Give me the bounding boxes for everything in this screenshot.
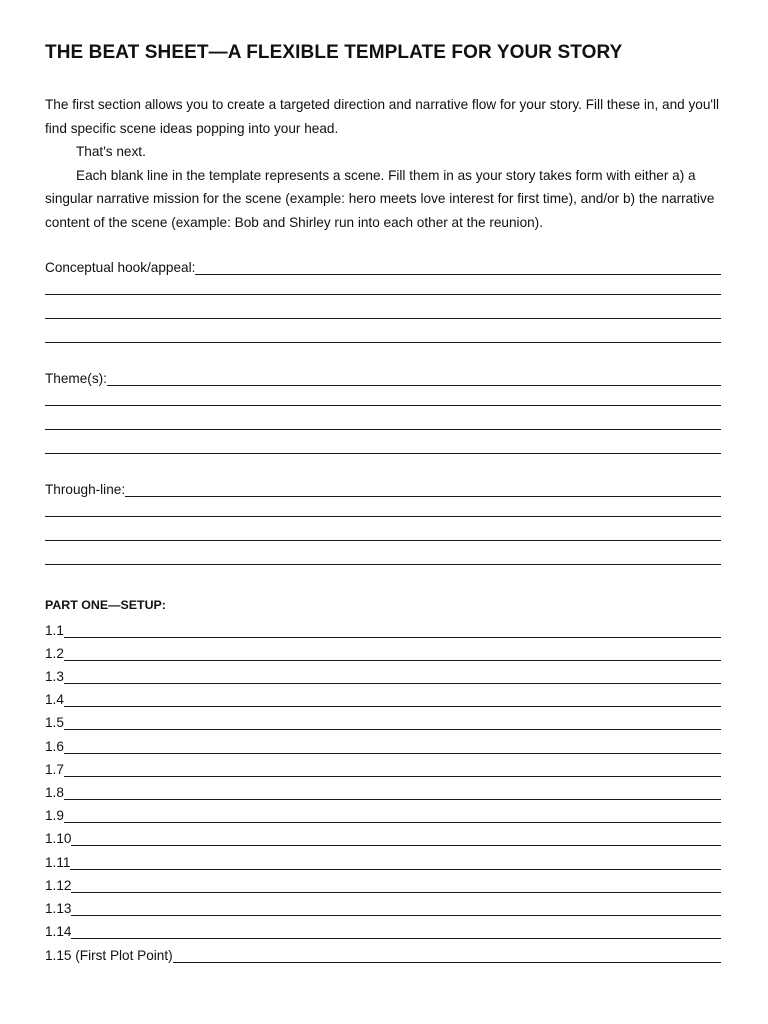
intro-paragraph-2: That's next. [76,144,146,159]
scene-number: 1.10 [45,831,72,846]
scene-line[interactable] [64,776,721,777]
scene-number: 1.1 [45,623,64,638]
hook-label: Conceptual hook/appeal: [45,260,196,275]
themes-line[interactable] [107,385,721,386]
scene-line[interactable] [64,683,721,684]
scene-row[interactable] [45,711,721,731]
through-line-line[interactable] [125,496,721,497]
hook-line[interactable] [195,274,721,275]
scene-row[interactable] [45,920,721,940]
scene-line[interactable] [64,729,721,730]
scene-line[interactable] [71,938,721,939]
through-line-extra-line[interactable] [45,564,721,565]
scene-line[interactable] [64,822,721,823]
scene-number: 1.15 (First Plot Point) [45,948,173,963]
themes-extra-line[interactable] [45,405,721,406]
scene-row[interactable] [45,619,721,639]
hook-extra-line[interactable] [45,318,721,319]
through-line-extra-line[interactable] [45,516,721,517]
scene-line[interactable] [70,869,721,870]
scene-line[interactable] [64,799,721,800]
scene-number: 1.7 [45,762,64,777]
scene-row[interactable] [45,897,721,917]
themes-label: Theme(s): [45,371,107,386]
scene-row[interactable] [45,642,721,662]
scene-number: 1.13 [45,901,72,916]
intro-paragraph-3: Each blank line in the template represents a scene. Fill them in as your story takes form with either a) a singular narrative mission for the scene (example: hero meets love interest for first time), and/or b) the narrative content of the scene (example: Bob and Shirley run into each other at the reunion). [45,167,715,230]
page-title: THE BEAT SHEET—A FLEXIBLE TEMPLATE FOR YOUR STORY [45,42,623,63]
scene-number: 1.3 [45,669,64,684]
scene-row[interactable] [45,944,721,964]
scene-row[interactable] [45,735,721,755]
scene-line[interactable] [64,660,721,661]
scene-number: 1.4 [45,692,64,707]
scene-row[interactable] [45,758,721,778]
scene-line[interactable] [71,915,721,916]
intro-paragraph-1: The first section allows you to create a targeted direction and narrative flow for your story. Fill these in, and you'll find specific scene ideas popping into your head. [45,97,720,136]
hook-extra-line[interactable] [45,342,721,343]
scene-row[interactable] [45,665,721,685]
scene-row[interactable] [45,804,721,824]
through-line-label: Through-line: [45,482,126,497]
scene-row[interactable] [45,851,721,871]
scene-line[interactable] [64,706,721,707]
scene-row[interactable] [45,874,721,894]
themes-field[interactable] [45,367,721,387]
scene-line[interactable] [71,892,721,893]
intro-text [45,93,723,234]
scene-row[interactable] [45,827,721,847]
themes-extra-line[interactable] [45,429,721,430]
scene-number: 1.9 [45,808,64,823]
scene-row[interactable] [45,688,721,708]
scene-number: 1.14 [45,924,72,939]
scene-row[interactable] [45,781,721,801]
through-line-extra-line[interactable] [45,540,721,541]
scene-number: 1.5 [45,715,64,730]
scene-number: 1.2 [45,646,64,661]
scene-number: 1.8 [45,785,64,800]
hook-field[interactable] [45,256,721,276]
through-line-field[interactable] [45,478,721,498]
scene-line[interactable] [64,637,721,638]
scene-line[interactable] [64,753,721,754]
hook-extra-line[interactable] [45,294,721,295]
part-one-heading: PART ONE—SETUP: [45,598,166,612]
scene-line[interactable] [173,962,721,963]
themes-extra-line[interactable] [45,453,721,454]
scene-line[interactable] [71,845,721,846]
scene-number: 1.11 [45,855,71,870]
scene-number: 1.6 [45,739,64,754]
scene-number: 1.12 [45,878,72,893]
